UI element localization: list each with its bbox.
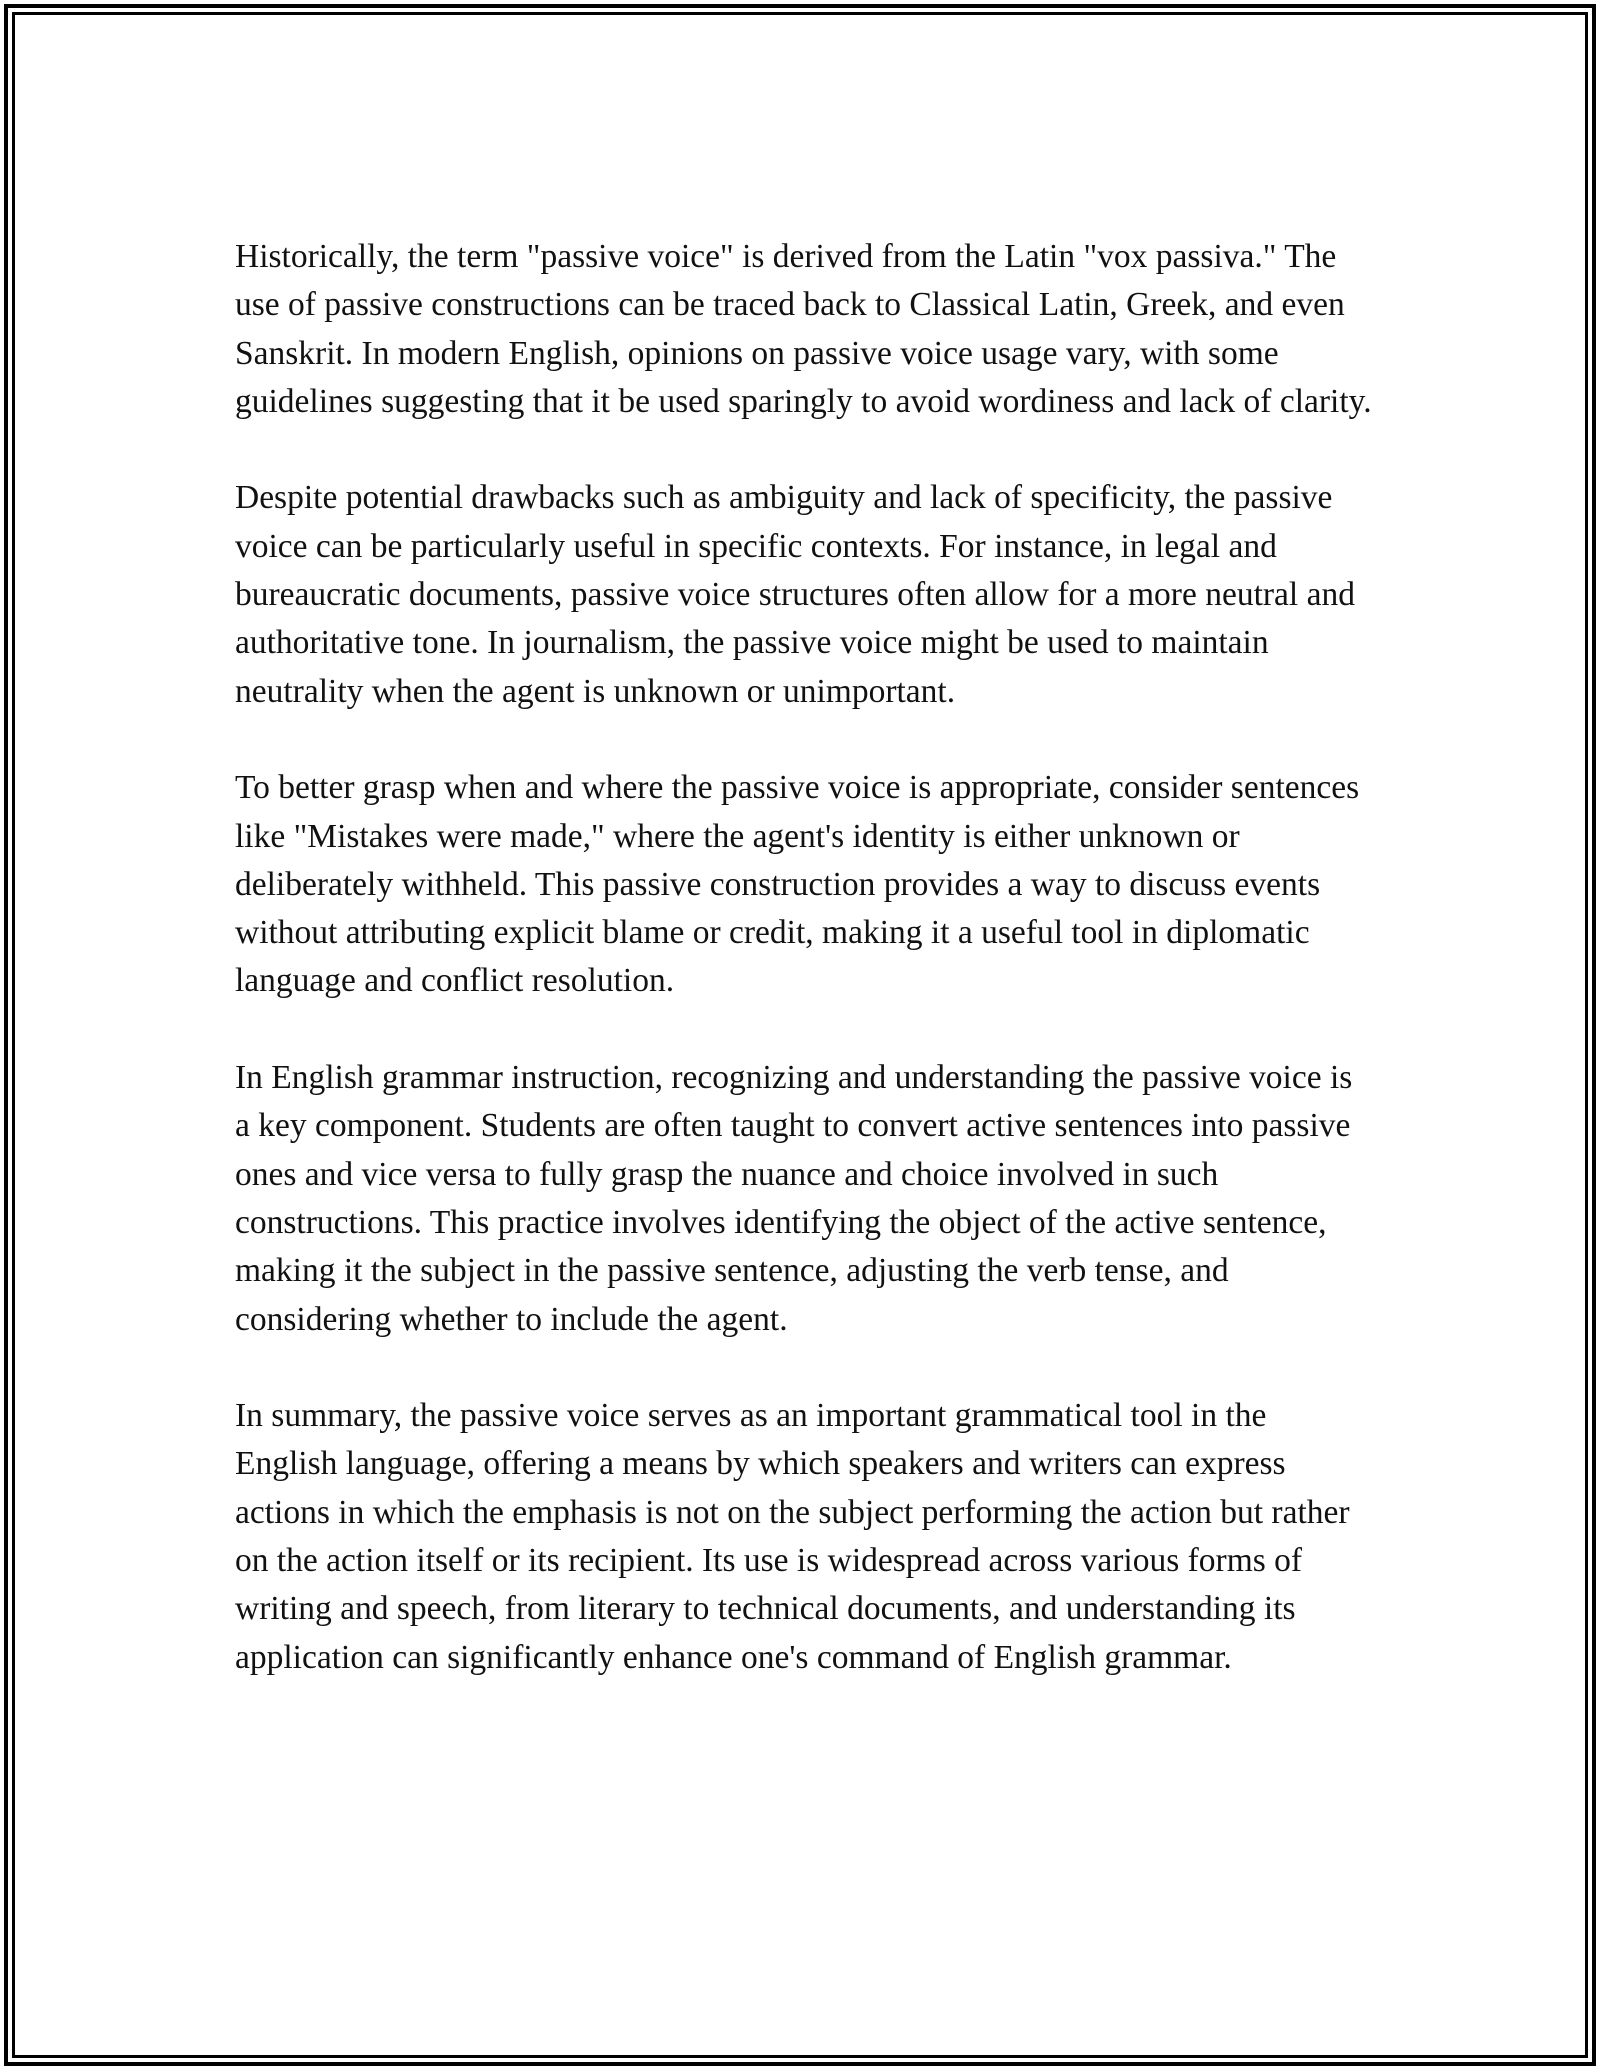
paragraph-examples: To better grasp when and where the passive voice is appropriate, consider sentences like "Mistakes were made," where the agent's identity is either unknown or deliberately withheld. This passive construction provides a way to discuss events without attributing explicit blame or credit, making it a useful tool in diplomatic language and conflict resolution. [235, 769, 1360, 1000]
paragraph-instruction: In English grammar instruction, recognizing and understanding the passive voice is a key component. Students are often taught to convert active sentences into passive ones and vice versa to fully grasp the nuance and choice involved in such constructions. This practice involves identifying the object of the active sentence, making it the subject in the passive sentence, adjusting the verb tense, and considering whether to include the agent. [235, 1059, 1353, 1338]
document-body [235, 233, 1375, 1682]
paragraph-contexts: Despite potential drawbacks such as ambiguity and lack of specificity, the passive voice can be particularly useful in specific contexts. For instance, in legal and bureaucratic documents, passive voice structures often allow for a more neutral and authoritative tone. In journalism, the passive voice might be used to maintain neutrality when the agent is unknown or unimportant. [235, 479, 1355, 710]
paragraph-summary: In summary, the passive voice serves as an important grammatical tool in the English language, offering a means by which speakers and writers can express actions in which the emphasis is not on the subject performing the action but rather on the action itself or its recipient. Its use is widespread across various forms of writing and speech, from literary to technical documents, and understanding its application can significantly enhance one's command of English grammar. [235, 1397, 1350, 1676]
paragraph-history: Historically, the term "passive voice" is derived from the Latin "vox passiva." The use of passive constructions can be traced back to Classical Latin, Greek, and even Sanskrit. In modern English, opinions on passive voice usage vary, with some guidelines suggesting that it be used sparingly to avoid wordiness and lack of clarity. [235, 238, 1372, 420]
